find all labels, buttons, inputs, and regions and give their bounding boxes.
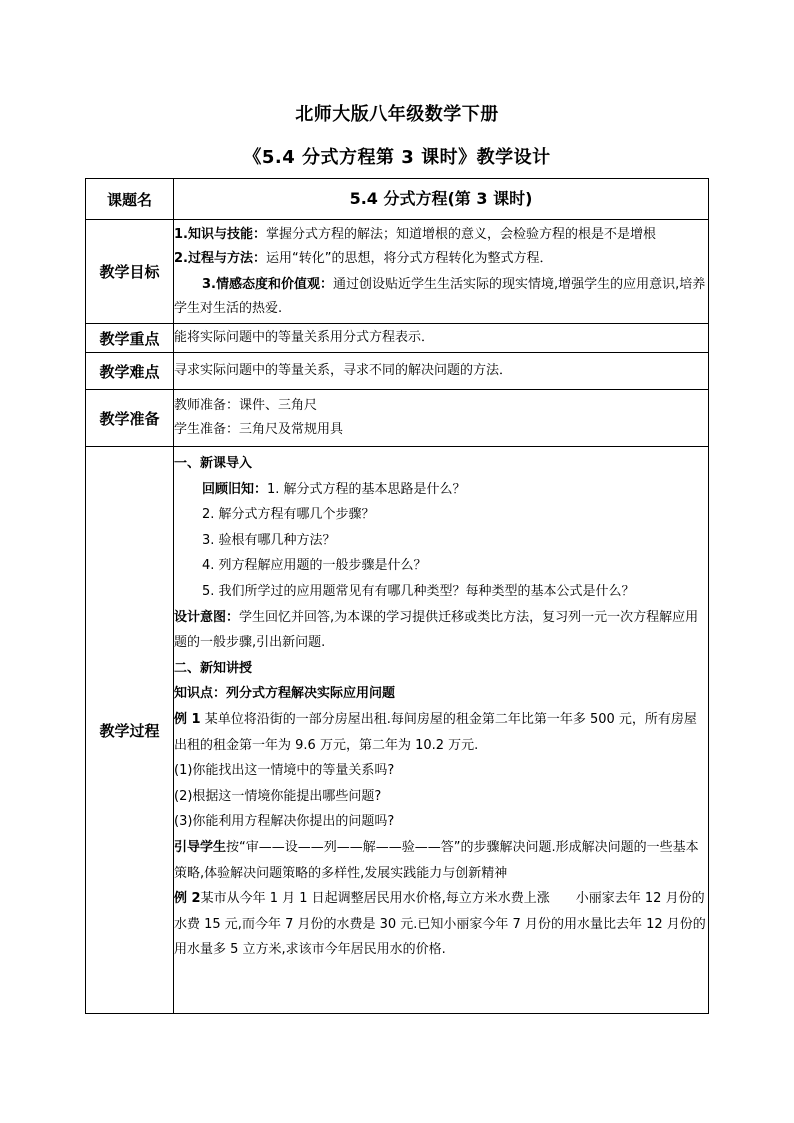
table-row-prep (86, 390, 709, 447)
key-label: 教学重点 (86, 324, 174, 353)
review-q4: 4. 列方程解应用题的一般步骤是什么？ (202, 558, 427, 574)
section-intro: 一、新课导入 (174, 456, 253, 471)
topic-label: 课题名 (86, 179, 174, 220)
topic-value: 5.4 分式方程(第 3 课时) (174, 179, 709, 220)
table-row-key (86, 324, 709, 353)
table-row-topic (86, 179, 709, 220)
sub-question-1: (1)你能找出这一情境中的等量关系吗? (174, 763, 395, 779)
goals-label: 教学目标 (86, 220, 174, 324)
prep-content (174, 390, 709, 447)
example-1: 例 1 某单位将沿街的一部分房屋出租.每间房屋的租金第二年比第一年多 500 元，所有房屋出租的租金第一年为 9.6 万元，第二年为 10.2 万元. (174, 711, 697, 753)
prep-teacher: 教师准备：课件、三角尺 (174, 398, 318, 413)
review-q3: 3. 验根有哪几种方法？ (202, 532, 336, 548)
difficulty-value: 寻求实际问题中的等量关系，寻求不同的解决问题的方法． (174, 353, 709, 390)
review-q1: 回顾旧知：1. 解分式方程的基本思路是什么？ (202, 481, 466, 497)
table-row-process (86, 447, 709, 1014)
process-content (174, 447, 709, 1014)
goal-3: 3.情感态度和价值观：通过创设贴近学生生活实际的现实情境,增强学生的应用意识,培养学生对生活的热爱. (174, 276, 706, 316)
design-intent: 设计意图：学生回忆并回答,为本课的学习提供迁移或类比方法，复习列一元一次方程解应用题的一般步骤,引出新问题. (174, 609, 699, 651)
prep-label: 教学准备 (86, 390, 174, 447)
table-row-goals (86, 220, 709, 324)
goals-content (174, 220, 709, 324)
review-q2: 2. 解分式方程有哪几个步骤？ (202, 507, 375, 523)
key-value: 能将实际问题中的等量关系用分式方程表示． (174, 324, 709, 353)
goal-1: 1.知识与技能：掌握分式方程的解法；知道增根的意义，会检验方程的根是不是增根 (174, 226, 656, 242)
sub-question-3: (3)你能利用方程解决你提出的问题吗? (174, 814, 395, 830)
section-new: 二、新知讲授 (174, 660, 253, 676)
process-label: 教学过程 (86, 447, 174, 1014)
sub-question-2: (2)根据这一情境你能提出哪些问题? (174, 788, 382, 804)
goal-2: 2.过程与方法：运用“转化”的思想，将分式方程转化为整式方程． (174, 250, 553, 266)
knowledge-point: 知识点：列分式方程解决实际应用问题 (174, 686, 396, 702)
lesson-plan-table (85, 178, 709, 1014)
doc-title: 北师大版八年级数学下册 (295, 104, 499, 125)
difficulty-label: 教学难点 (86, 353, 174, 390)
lesson-title: 《5.4 分式方程第 3 课时》教学设计 (243, 147, 551, 168)
review-q5: 5. 我们所学过的应用题常见有有哪几种类型？每种类型的基本公式是什么？ (202, 583, 635, 599)
guide-students: 引导学生按“审——设——列——解——验——答”的步骤解决问题.形成解决问题的一些基本策略,体验解决问题策略的多样性,发展实践能力与创新精神 (174, 839, 699, 881)
prep-student: 学生准备：三角尺及常规用具 (174, 422, 344, 437)
example-2: 例 2某市从今年 1 月 1 日起调整居民用水价格,每立方米水费上涨 小丽家去年 12 月份的水费 15 元,而今年 7 月份的水费是 30 元.已知小丽家今年 7 月份的用水量比去年 12 月份的用水量多 5 立方米,求该市今年居民用水的价格. (174, 891, 706, 958)
table-row-difficulty (86, 353, 709, 390)
